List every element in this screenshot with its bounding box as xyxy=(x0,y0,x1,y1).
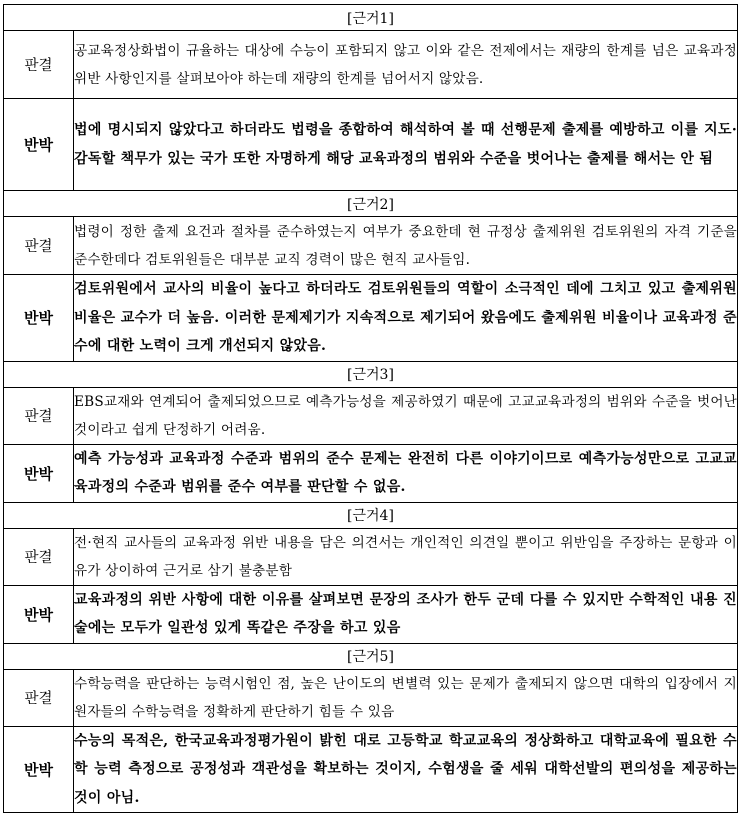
rebuttal-text: 교육과정의 위반 사항에 대한 이유를 살펴보면 문장의 조사가 한두 군데 다를 수 있지만 수학적인 내용 진술에는 모두가 일관성 있게 똑같은 주장을 하고 있음 xyxy=(74,585,738,643)
ruling-label: 판결 xyxy=(4,669,74,726)
ruling-row xyxy=(4,528,738,585)
ruling-label: 판결 xyxy=(4,387,74,444)
rebuttal-text: 수능의 목적은, 한국교육과정평가원이 밝힌 대로 고등학교 학교교육의 정상화하고 대학교육에 필요한 수학 능력 측정으로 공정성과 객관성을 확보하는 것이지, 수험생을 줄 세워 대학선발의 편의성을 제공하는 것이 아님. xyxy=(74,726,738,813)
rebuttal-label: 반박 xyxy=(4,275,74,362)
rebuttal-text: 예측 가능성과 교육과정 수준과 범위의 준수 문제는 완전히 다른 이야기이므로 예측가능성만으로 고교교육과정의 수준과 범위를 준수 여부를 판단할 수 없음. xyxy=(74,444,738,502)
ruling-label: 판결 xyxy=(4,31,74,99)
ruling-label: 판결 xyxy=(4,217,74,275)
ruling-row xyxy=(4,669,738,726)
rebuttal-label: 반박 xyxy=(4,585,74,643)
ruling-text: 전·현직 교사들의 교육과정 위반 내용을 담은 의견서는 개인적인 의견일 뿐이고 위반임을 주장하는 문항과 이유가 상이하여 근거로 삼기 불충분함 xyxy=(74,528,738,585)
section-header: [근거4] xyxy=(4,502,738,528)
ruling-label: 판결 xyxy=(4,528,74,585)
section-header-row xyxy=(4,191,738,217)
rebuttal-row xyxy=(4,726,738,813)
rebuttal-row xyxy=(4,585,738,643)
ruling-text: 법령이 정한 출제 요건과 절차를 준수하였는지 여부가 중요한데 현 규정상 출제위원 검토위원의 자격 기준을 준수한데다 검토위원들은 대부분 교직 경력이 많은 현직 교사들임. xyxy=(74,217,738,275)
rebuttal-label: 반박 xyxy=(4,444,74,502)
section-header: [근거3] xyxy=(4,361,738,387)
ruling-row xyxy=(4,31,738,99)
rebuttal-row xyxy=(4,444,738,502)
argument-table xyxy=(3,4,738,813)
section-header: [근거1] xyxy=(4,5,738,31)
section-header: [근거2] xyxy=(4,191,738,217)
section-header-row xyxy=(4,5,738,31)
ruling-row xyxy=(4,387,738,444)
rebuttal-text: 법에 명시되지 않았다고 하더라도 법령을 종합하여 해석하여 볼 때 선행문제 출제를 예방하고 이를 지도·감독할 책무가 있는 국가 또한 자명하게 해당 교육과정의 범위와 수준을 벗어나는 출제를 해서는 안 됨 xyxy=(74,99,738,191)
rebuttal-row xyxy=(4,99,738,191)
ruling-text: EBS교재와 연계되어 출제되었으므로 예측가능성을 제공하였기 때문에 고교교육과정의 범위와 수준을 벗어난 것이라고 쉽게 단정하기 어려움. xyxy=(74,387,738,444)
rebuttal-text: 검토위원에서 교사의 비율이 높다고 하더라도 검토위원들의 역할이 소극적인 데에 그치고 있고 출제위원 비율은 교수가 더 높음. 이러한 문제제기가 지속적으로 제기되어 왔음에도 출제위원 비율이나 교육과정 준수에 대한 노력이 크게 개선되지 않았음. xyxy=(74,275,738,362)
ruling-text: 수학능력을 판단하는 능력시험인 점, 높은 난이도의 변별력 있는 문제가 출제되지 않으면 대학의 입장에서 지원자들의 수학능력을 정확하게 판단하기 힘들 수 있음 xyxy=(74,669,738,726)
section-header-row xyxy=(4,643,738,669)
ruling-row xyxy=(4,217,738,275)
rebuttal-label: 반박 xyxy=(4,726,74,813)
section-header-row xyxy=(4,361,738,387)
ruling-text: 공교육정상화법이 규율하는 대상에 수능이 포함되지 않고 이와 같은 전제에서는 재량의 한계를 넘은 교육과정 위반 사항인지를 살펴보아야 하는데 재량의 한계를 넘어서지 않았음. xyxy=(74,31,738,99)
rebuttal-row xyxy=(4,275,738,362)
section-header: [근거5] xyxy=(4,643,738,669)
section-header-row xyxy=(4,502,738,528)
rebuttal-label: 반박 xyxy=(4,99,74,191)
